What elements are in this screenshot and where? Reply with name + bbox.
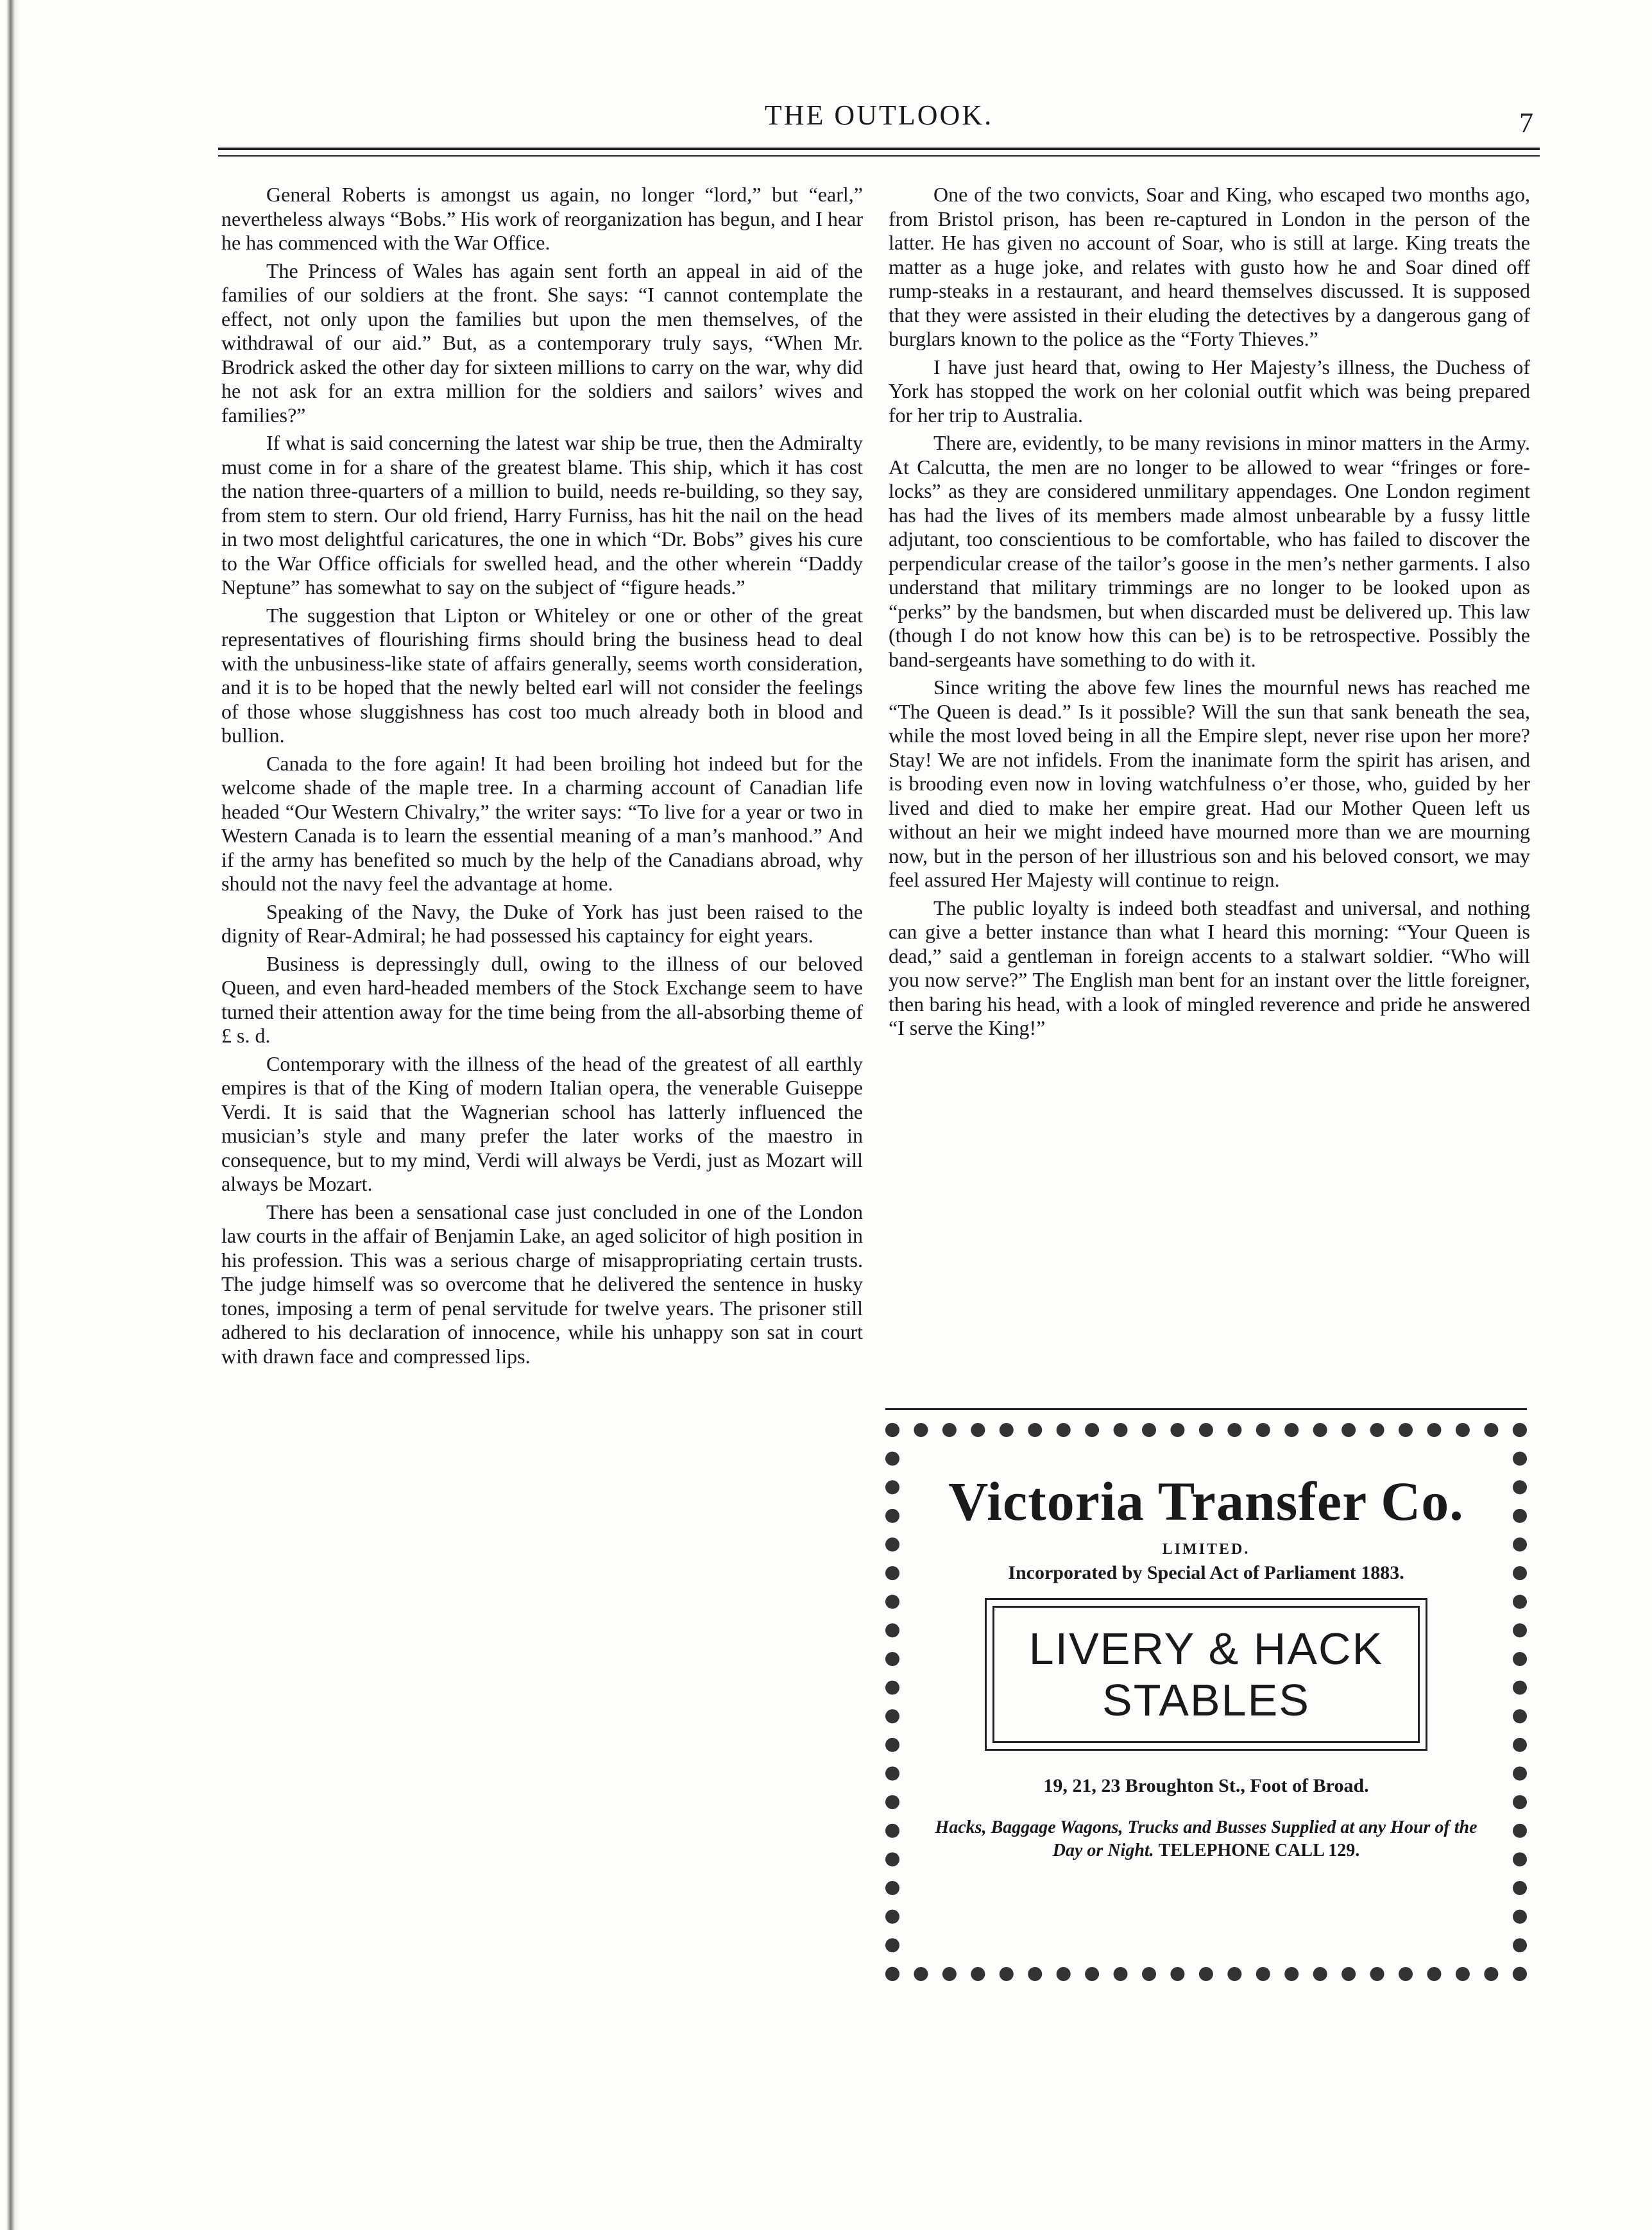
paragraph: There are, evidently, to be many revisions in minor matters in the Army. At Calcutta, the men are no longer to be allowed to wear “fringes or fore-locks” as they are considered unmilitary appendages. One London regiment has had the lives of its members made almost unbearable by a fussy little adjutant, too conscientious to be comfortable, who has failed to discover the perpendicular crease of the tailor’s goose in the men’s nether garments. I also understand that military trimmings are no longer to be looked upon as “perks” by the bandsmen, but when discarded must be delivered up. This law (though I do not know how this can be) is to be retrospective. Possibly the band-sergeants have something to do with it. xyxy=(889,431,1530,671)
paragraph: One of the two convicts, Soar and King, who escaped two months ago, from Bristol prison, has been re-captured in London in the person of the latter. He has given no account of Soar, who is still at large. King treats the matter as a huge joke, and relates with gusto how he and Soar dined off rump-steaks in a restaurant, and heard themselves discussed. It is supposed that they were assisted in their eluding the detectives by a dangerous gang of burglars known to the police as the “Forty Thieves.” xyxy=(889,183,1530,350)
page-header xyxy=(218,96,1540,148)
left-column xyxy=(221,183,863,2120)
ad-telephone: TELEPHONE CALL 129. xyxy=(1158,1841,1360,1860)
header-rule-thin xyxy=(218,155,1540,157)
ad-services xyxy=(919,1816,1494,1862)
paragraph: The public loyalty is indeed both steadfast and universal, and nothing can give a better instance than what I heard this morning: “Your Queen is dead,” said a gentleman in foreign accents to a stalwart soldier. “Who will you now serve?” The English man bent for an instant over the little foreigner, then baring his head, with a look of mingled reverence and pride he answered “I serve the King!” xyxy=(889,896,1530,1039)
paragraph: Business is depressingly dull, owing to the illness of our beloved Queen, and even hard-headed members of the Stock Exchange seem to have turned their attention away for the time being from the all-absorbing theme of £ s. d. xyxy=(221,951,863,1047)
ad-incorporated: Incorporated by Special Act of Parliament 1883. xyxy=(1008,1562,1404,1583)
paragraph: Canada to the fore again! It had been broiling hot indeed but for the welcome shade of the maple tree. In a charming account of Canadian life headed “Our Western Chivalry,” the writer says: “To live for a year or two in Western Canada is to learn the essential meaning of a man’s manhood.” And if the army has benefited so much by the help of the Canadians abroad, why should not the navy feel the advantage at home. xyxy=(221,751,863,895)
right-column xyxy=(889,183,1530,1408)
scan-edge-shadow xyxy=(6,0,21,2230)
paragraph: Speaking of the Navy, the Duke of York has just been raised to the dignity of Rear-Admiral; he had possessed his captaincy for eight years. xyxy=(221,899,863,947)
advertisement-victoria-transfer xyxy=(885,1423,1527,1981)
advertisement-separator xyxy=(885,1408,1527,1410)
ad-line-livery: LIVERY & HACK xyxy=(1028,1624,1384,1674)
paragraph: I have just heard that, owing to Her Majesty’s illness, the Duchess of York has stopped the work on her colonial outfit which was being prepared for her trip to Australia. xyxy=(889,355,1530,427)
paragraph: If what is said concerning the latest war ship be true, then the Admiralty must come in for a share of the greatest blame. This ship, which it has cost the nation three-quarters of a million to build, needs re-building, so they say, from stem to stern. Our old friend, Harry Furniss, has hit the nail on the head in two most delightful caricatures, the one in which “Dr. Bobs” gives his cure to the War Office officials for swelled head, and the other wherein “Daddy Neptune” has somewhat to say on the subject of “figure heads.” xyxy=(221,431,863,599)
header-rule-thick xyxy=(218,148,1540,150)
paragraph: The suggestion that Lipton or Whiteley or one or other of the great representatives of flourishing firms should bring the business head to deal with the unbusiness-like state of affairs generally, seems worth consideration, and it is to be hoped that the newly belted earl will not consider the feelings of those whose sluggishness has cost too much already both in blood and bullion. xyxy=(221,603,863,747)
ad-address: 19, 21, 23 Broughton St., Foot of Broad. xyxy=(1043,1775,1369,1796)
page-number: 7 xyxy=(1519,107,1533,139)
paragraph: The Princess of Wales has again sent forth an appeal in aid of the families of our soldiers at the front. She says: “I cannot contemplate the effect, not only upon the families but upon the men themselves, of the withdrawal of our aid.” But, as a contemporary truly says, “When Mr. Brodrick asked the other day for sixteen millions to carry on the war, why did he not ask for an extra million for the soldiers and sailors’ wives and families?” xyxy=(221,259,863,427)
paragraph: There has been a sensational case just concluded in one of the London law courts in the affair of Benjamin Lake, an aged solicitor of high position in his profession. This was a serious charge of misappropriating certain trusts. The judge himself was so overcome that he delivered the sentence in husky tones, imposing a term of penal servitude for twelve years. The prisoner still adhered to his declaration of innocence, while his unhappy son sat in court with drawn face and compressed lips. xyxy=(221,1200,863,1368)
ad-stables-box xyxy=(992,1606,1420,1743)
ad-line-stables: STABLES xyxy=(1102,1675,1310,1725)
publication-title: THE OUTLOOK. xyxy=(764,99,994,131)
ad-company-name: Victoria Transfer Co. xyxy=(948,1470,1464,1532)
ad-limited: LIMITED. xyxy=(1162,1541,1250,1558)
ad-supply-text: Hacks, Baggage Wagons, Trucks and Busses Supplied at any Hour of the Day or Night. xyxy=(935,1817,1477,1860)
paragraph: General Roberts is amongst us again, no longer “lord,” but “earl,” nevertheless always “Bobs.” His work of reorganization has begun, and I hear he has commenced with the War Office. xyxy=(221,183,863,254)
paragraph: Contemporary with the illness of the head of the greatest of all earthly empires is that of the King of modern Italian opera, the venerable Guiseppe Verdi. It is said that the Wagnerian school has latterly influenced the musician’s style and many prefer the later works of the maestro in consequence, but to my mind, Verdi will always be Verdi, just as Mozart will always be Mozart. xyxy=(221,1051,863,1195)
paragraph: Since writing the above few lines the mournful news has reached me “The Queen is dead.” Is it possible? Will the sun that sank beneath the sea, while the most loved being in all the Empire slept, never rise upon her more? Stay! We are not infidels. From the inanimate form the spirit has arisen, and is brooding even now in loving watchfulness o’er those, who, guided by her lived and died to make her empire great. Had our Mother Queen left us without an heir we might indeed have mourned more than we are mourning now, but in the person of her illustrious son and his beloved consort, we may feel assured Her Majesty will continue to reign. xyxy=(889,676,1530,891)
